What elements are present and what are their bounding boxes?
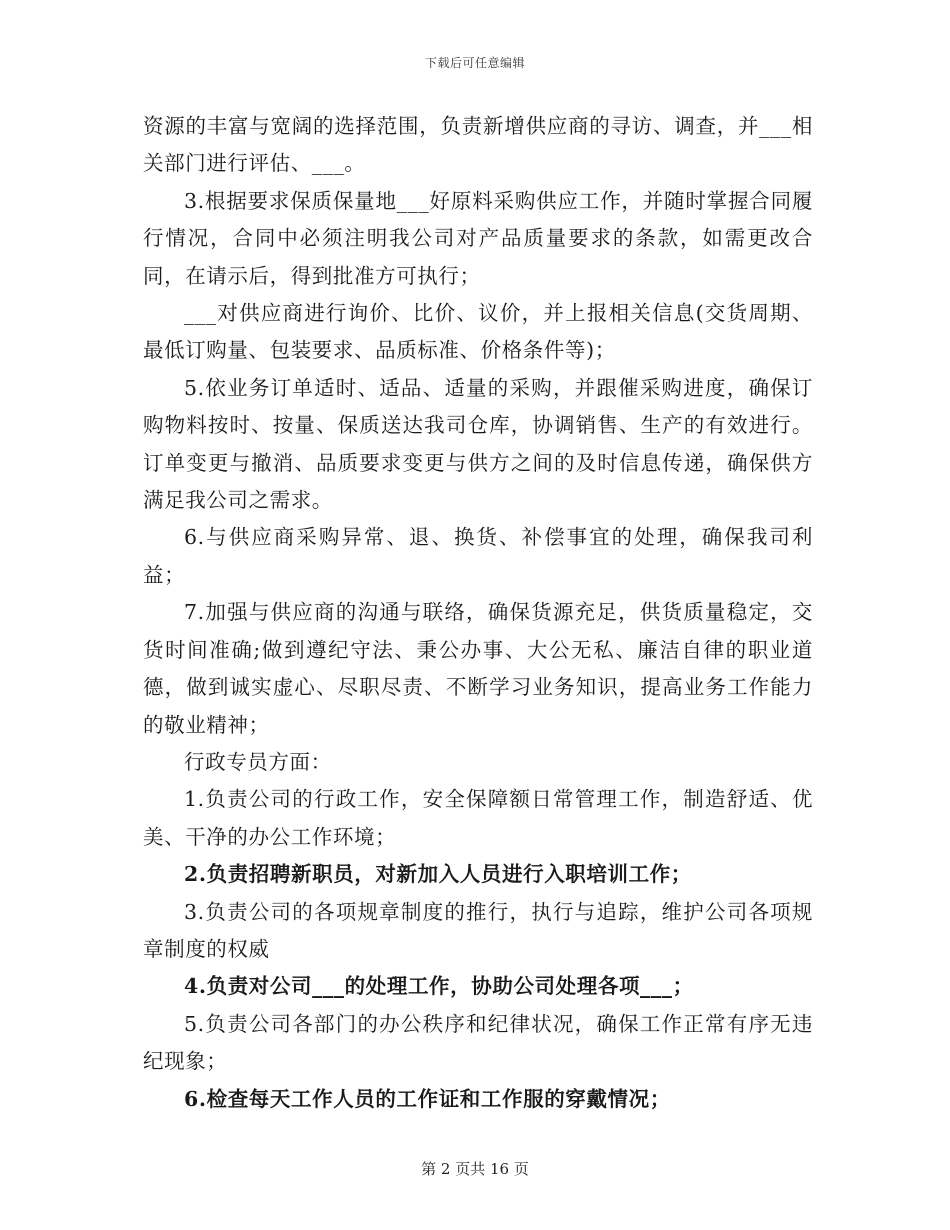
paragraph-item-4-inquiry: ___对供应商进行询价、比价、议价，并上报相关信息(交货周期、最低订购量、包装要求、品质标准、价格条件等)； [143, 301, 813, 363]
page-header: 下载后可任意编辑 [424, 56, 525, 70]
paragraph-admin-item-5: 5.负责公司各部门的办公秩序和纪律状况，确保工作正常有序无违纪现象； [143, 1011, 813, 1074]
paragraph-admin-item-6: 6.检查每天工作人员的工作证和工作服的穿戴情况； [184, 1086, 671, 1111]
paragraph-item-6-exceptions: 6.与供应商采购异常、退、换货、补偿事宜的处理，确保我司利益； [143, 525, 813, 587]
section-heading-admin: 行政专员方面： [184, 749, 332, 774]
paragraph-admin-item-1: 1.负责公司的行政工作，安全保障额日常管理工作，制造舒适、优美、干净的办公工作环境； [143, 787, 813, 849]
document-body [143, 108, 813, 1118]
paragraph-admin-item-4: 4.负责对公司___的处理工作，协助公司处理各项___； [184, 974, 694, 999]
paragraph-item-5-order: 5.依业务订单适时、适品、适量的采购，并跟催采购进度，确保订购物料按时、按量、保质送达我司仓库，协调销售、生产的有效进行。订单变更与撤消、品质要求变更与供方之间的及时信息传递，确保供方满足我公司之需求。 [143, 375, 813, 513]
paragraph-supplier-scope: 资源的丰富与宽阔的选择范围，负责新增供应商的寻访、调查，并___相关部门进行评估、___。 [143, 114, 813, 176]
paragraph-admin-item-3: 3.负责公司的各项规章制度的推行，执行与追踪，维护公司各项规章制度的权威 [143, 899, 813, 961]
paragraph-admin-item-2: 2.负责招聘新职员，对新加入人员进行入职培训工作； [184, 862, 692, 887]
page-number-footer: 第 2 页共 16 页 [421, 1160, 529, 1178]
paragraph-item-7-communication: 7.加强与供应商的沟通与联络，确保货源充足，供货质量稳定，交货时间准确;做到遵纪守法、秉公办事、大公无私、廉洁自律的职业道德，做到诚实虚心、尽职尽责、不断学习业务知识，提高业务工作能力的敬业精神； [143, 600, 813, 737]
paragraph-item-3-quality-purchase: 3.根据要求保质保量地___好原料采购供应工作，并随时掌握合同履行情况，合同中必须注明我公司对产品质量要求的条款，如需更改合同，在请示后，得到批准方可执行； [143, 188, 813, 288]
